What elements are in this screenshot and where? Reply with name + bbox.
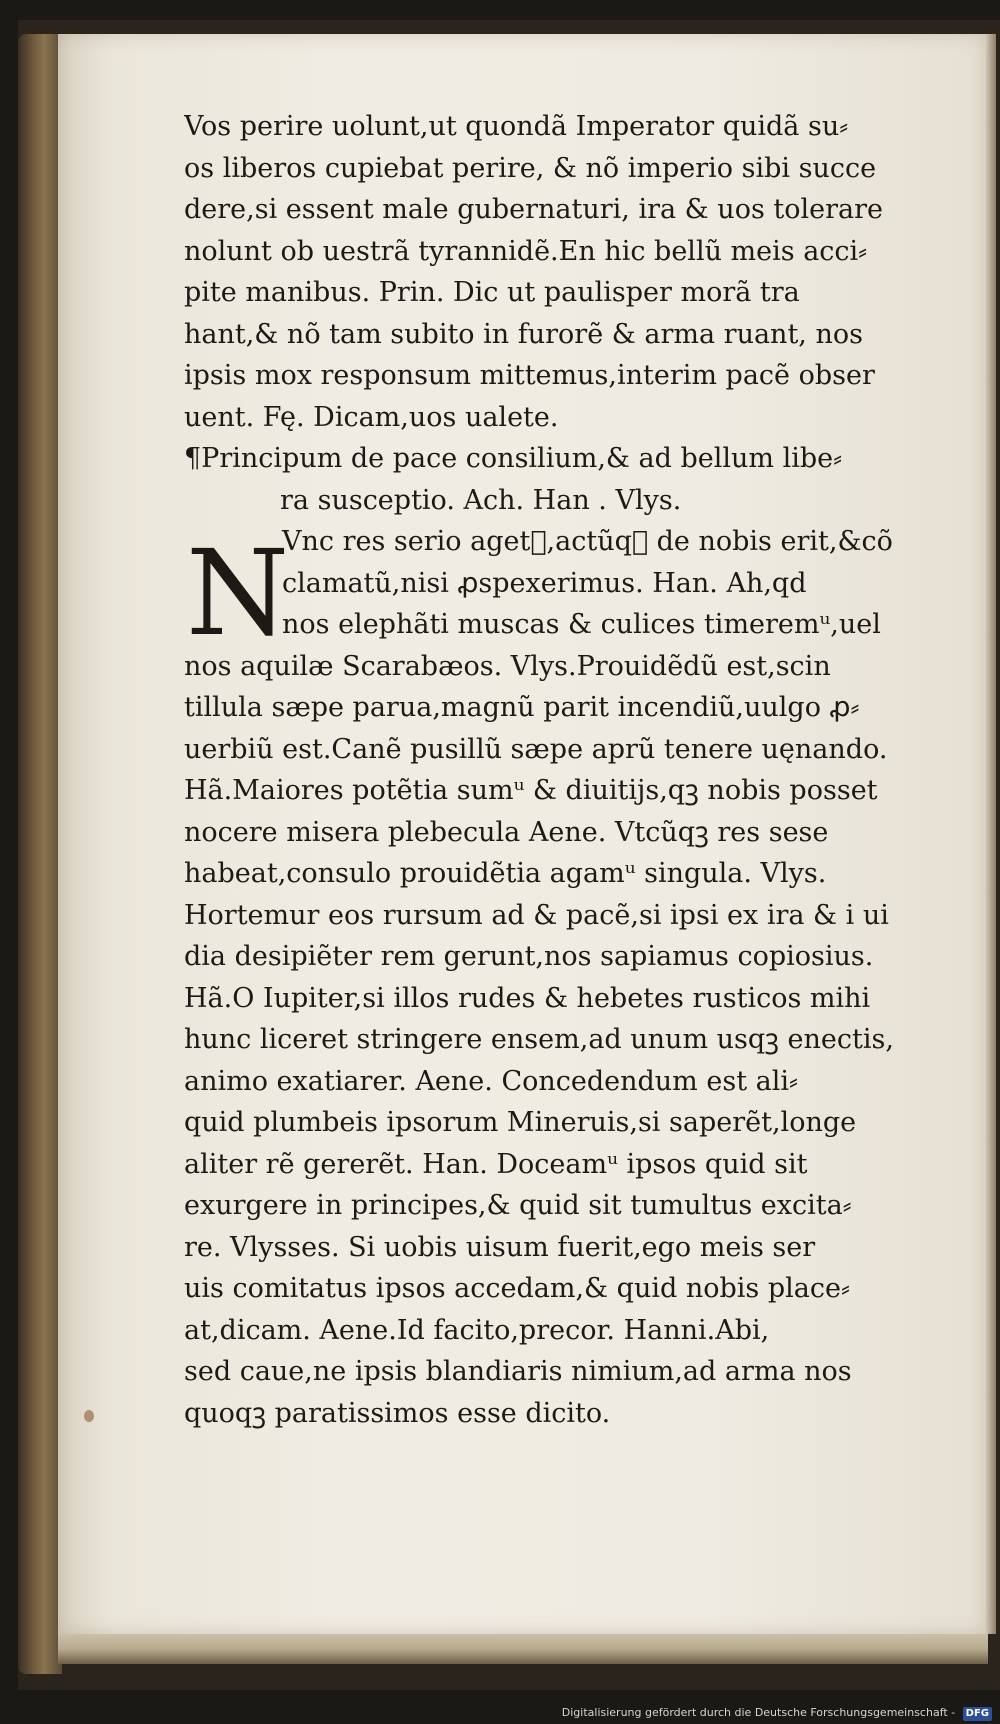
text-line: aliter rẽ gererẽt. Han. Doceamᵘ ipsos quid sit (184, 1148, 808, 1180)
text-line: Hortemur eos rursum ad & pacẽ,si ipsi ex ira & i ui (184, 899, 889, 931)
page-text (184, 106, 974, 1434)
dfg-logo-badge: DFG (963, 1707, 992, 1721)
credit-text: Digitalisierung gefördert durch die Deutsche Forschungsgemeinschaft - (561, 1706, 956, 1719)
text-line: dere,si essent male gubernaturi, ira & uos tolerare (184, 194, 883, 225)
text-line: sed caue,ne ipsis blandiaris nimium,ad arma nos (184, 1356, 852, 1387)
paper-stain (84, 1410, 94, 1422)
text-line: quoqꝫ paratissimos esse dicito. (184, 1397, 611, 1429)
digitization-credit (562, 1704, 992, 1722)
text-line: at,dicam. Aene.Id facito,precor. Hanni.Abi, (184, 1314, 770, 1346)
page-edge-right (986, 34, 996, 1634)
text-line: uerbiũ est.Canẽ pusillũ sæpe aprũ tenere uęnando. (184, 733, 888, 765)
drop-cap-initial: N (186, 524, 290, 662)
text-line: pite manibus. Prin. Dic ut paulisper morã tra (184, 277, 800, 308)
section-heading-cont: ra susceptio. Ach. Han . Vlys. (280, 484, 682, 516)
text-line: hunc liceret stringere ensem,ad unum usqꝫ enectis, (184, 1024, 894, 1055)
section-heading: ¶Principum de pace consilium,& ad bellum libe⸗ (184, 443, 843, 474)
text-line: os liberos cupiebat perire, & nõ imperio sibi succe (184, 152, 877, 184)
text-line: hant,& nõ tam subito in furorẽ & arma ruant, nos (184, 318, 863, 350)
text-line: re. Vlysses. Si uobis uisum fuerit,ego meis ser (184, 1231, 816, 1263)
text-line: nolunt ob uestrã tyrannidẽ.En hic bellũ meis acci⸗ (184, 235, 868, 267)
page-edge-bottom (58, 1634, 988, 1664)
text-line: animo exatiarer. Aene. Concedendum est ali⸗ (184, 1065, 798, 1097)
text-line: nos aquilæ Scarabæos. Vlys.Prouidẽdũ est,scin (184, 650, 831, 682)
text-line: quid plumbeis ipsorum Mineruis,si saperẽt,longe (184, 1107, 857, 1138)
text-line: uis comitatus ipsos accedam,& quid nobis place⸗ (184, 1273, 850, 1304)
text-line: ipsis mox responsum mittemus,interim pacẽ obser (184, 360, 875, 391)
text-line: nocere misera plebecula Aene. Vtcũqꝫ res sese (184, 816, 829, 848)
text-line: clamatũ,nisi ꝓspexerimus. Han. Ah,qd (282, 567, 807, 599)
text-line: dia desipiẽter rem gerunt,nos sapiamus copiosius. (184, 941, 874, 972)
text-line: Hã.Maiores potẽtia sumᵘ & diuitijs,qꝫ nobis posset (184, 775, 878, 806)
text-line: tillula sæpe parua,magnũ parit incendiũ,uulgo ꝓ⸗ (184, 692, 860, 723)
text-line: Vos perire uolunt,ut quondã Imperator quidã su⸗ (184, 111, 849, 142)
text-line: exurgere in principes,& quid sit tumultus excita⸗ (184, 1190, 852, 1221)
text-line: habeat,consulo prouidẽtia agamᵘ singula. Vlys. (184, 858, 827, 889)
text-line: nos elephãti muscas & culices timeremᵘ,uel (282, 609, 881, 640)
text-line: Vnc res serio agetᷣ,actũqꝫ de nobis erit,&cõ (282, 526, 893, 557)
book-binding (18, 34, 62, 1674)
text-line: uent. Fę. Dicam,uos ualete. (184, 401, 559, 433)
text-line: Hã.O Iupiter,si illos rudes & hebetes rusticos mihi (184, 982, 871, 1014)
